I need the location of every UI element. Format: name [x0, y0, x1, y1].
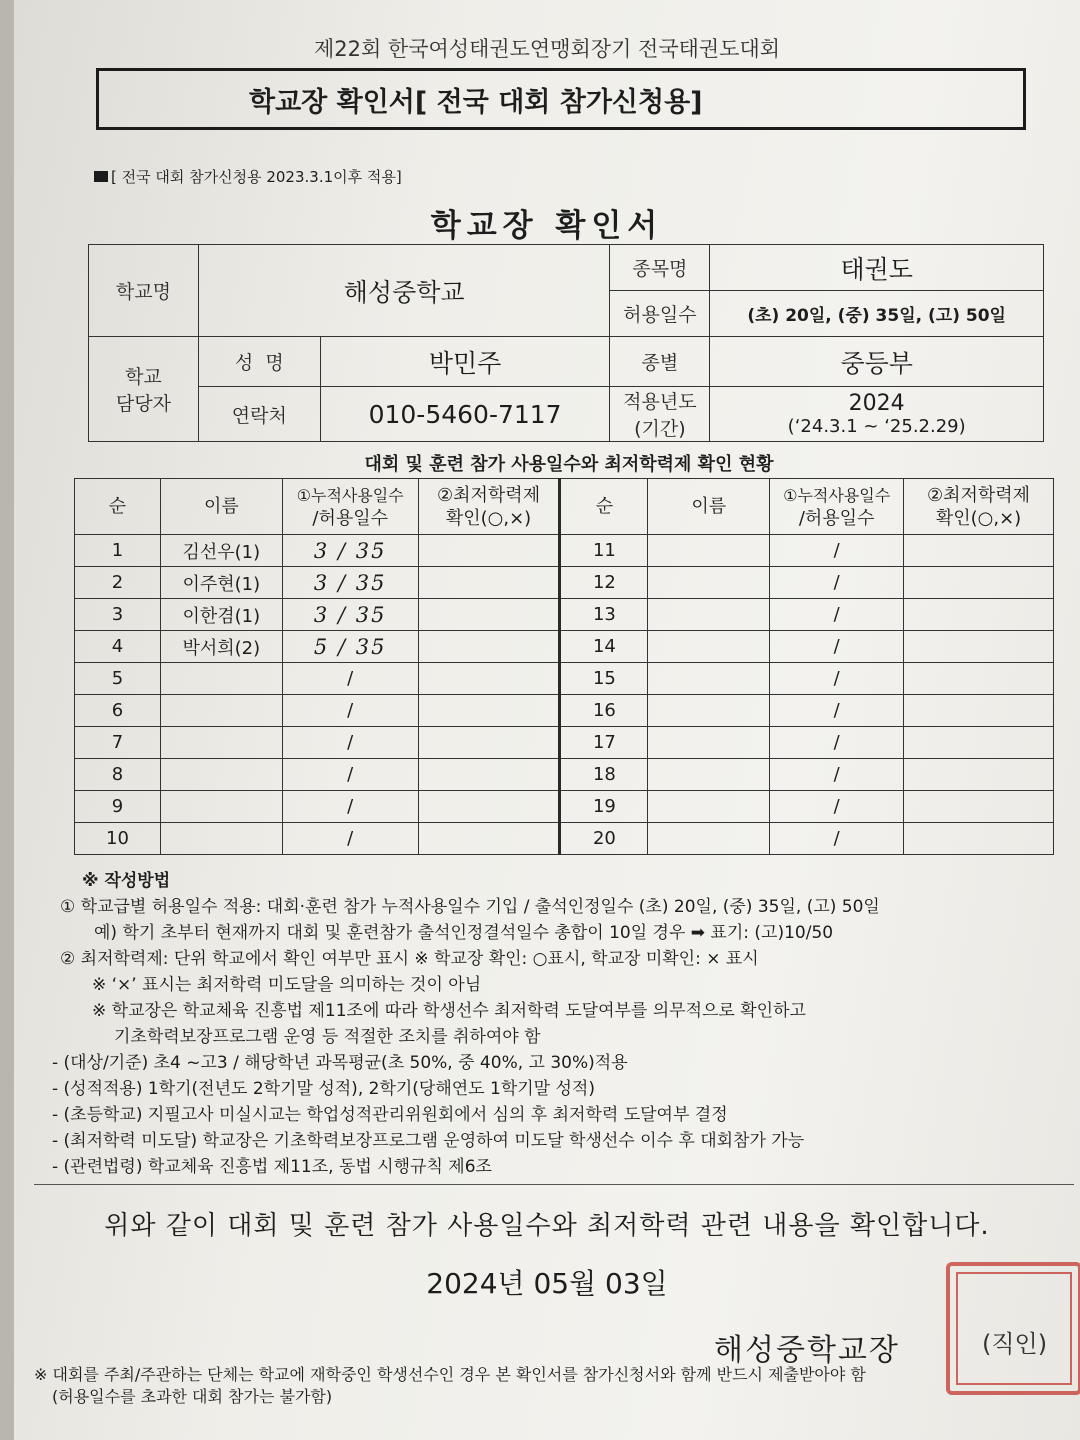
days-used: /: [282, 759, 418, 791]
row-number: 8: [75, 759, 161, 791]
min-academic-check: [418, 695, 560, 727]
header-min-line1: ②최저학력제: [437, 484, 541, 506]
days-used: 3 / 35: [282, 567, 418, 599]
player-name: [648, 727, 770, 759]
footer-line1: ※ 대회를 주최/주관하는 단체는 학교에 재학중인 학생선수인 경우 본 확인서를 참가신청서와 함께 반드시 제출받아야 함: [34, 1365, 866, 1384]
days-used: /: [770, 823, 904, 855]
allowed-days-value: (초) 20일, (중) 35일, (고) 50일: [710, 291, 1044, 337]
header-days-right-line1: ①누적사용일수: [783, 485, 891, 505]
issue-date: 2024년 05월 03일: [426, 1267, 668, 1300]
days-used: /: [770, 727, 904, 759]
instruction-line: ② 최저학력제: 단위 학교에서 확인 여부만 표시 ※ 학교장 확인: ○표시, 학교장 미확인: × 표시: [60, 949, 759, 969]
instruction-line: ※ 학교장은 학교체육 진흥법 제11조에 따라 학생선수 최저학력 도달여부를 의무적으로 확인하고: [92, 1001, 806, 1021]
days-used: /: [282, 727, 418, 759]
days-used: /: [770, 599, 904, 631]
instruction-line: ※ ‘×’ 표시는 최저학력 미도달을 의미하는 것이 아님: [92, 975, 482, 995]
player-name: [160, 663, 282, 695]
contact-label: 연락처: [198, 387, 320, 442]
row-number: 17: [560, 727, 648, 759]
header-min-line2: 확인(○,×): [445, 507, 532, 529]
row-number: 4: [75, 631, 161, 663]
header-days-right: [770, 479, 904, 535]
min-academic-check: [904, 631, 1054, 663]
player-name: [648, 823, 770, 855]
row-number: 5: [75, 663, 161, 695]
days-used: /: [770, 631, 904, 663]
divider: [34, 1184, 1074, 1185]
min-academic-check: [904, 727, 1054, 759]
days-used: /: [770, 663, 904, 695]
table-row: [75, 631, 1054, 663]
main-title: 학교장 확인서: [430, 208, 664, 244]
player-name: [160, 791, 282, 823]
header-days-right-line2: /허용일수: [798, 507, 875, 529]
player-name: [648, 567, 770, 599]
days-used: /: [282, 791, 418, 823]
school-info-table: [88, 244, 1044, 442]
header-name-right: 이름: [648, 479, 770, 535]
manager-label-line1: 학교: [125, 366, 162, 388]
instruction-line: - (대상/기준) 초4 ~고3 / 해당학년 과목평균(초 50%, 중 40%, 고 30%)적용: [52, 1053, 628, 1073]
principal-signature: 해성중학교장: [714, 1333, 900, 1368]
header-min-right-line1: ②최저학력제: [926, 484, 1031, 506]
division-label: 종별: [610, 337, 710, 387]
days-used: /: [770, 791, 904, 823]
player-name: [648, 631, 770, 663]
allowed-days-label: 허용일수: [610, 291, 710, 337]
school-value: 해성중학교: [198, 245, 610, 337]
player-name: [160, 695, 282, 727]
min-academic-check: [418, 631, 560, 663]
row-number: 20: [560, 823, 648, 855]
form-title: 학교장 확인서[ 전국 대회 참가신청용]: [249, 86, 703, 118]
player-name: 김선우(1): [160, 535, 282, 567]
roster-table: [74, 478, 1054, 855]
row-number: 7: [75, 727, 161, 759]
footer-note: [34, 1364, 1074, 1408]
year-period: (‘24.3.1 ~ ‘25.2.29): [787, 416, 966, 437]
player-name: [648, 759, 770, 791]
min-academic-check: [418, 823, 560, 855]
min-academic-check: [904, 791, 1054, 823]
row-number: 11: [560, 535, 648, 567]
year-label-line2: (기간): [634, 418, 686, 440]
min-academic-check: [904, 823, 1054, 855]
min-academic-check: [418, 759, 560, 791]
min-academic-check: [418, 727, 560, 759]
instruction-line: - (성적적용) 1학기(전년도 2학기말 성적), 2학기(당해연도 1학기말 성적): [52, 1079, 595, 1099]
row-number: 18: [560, 759, 648, 791]
name-label: 성 명: [198, 337, 320, 387]
instruction-line: - (초등학교) 지필고사 미실시교는 학업성적관리위원회에서 심의 후 최저학력 도달여부 결정: [52, 1105, 728, 1125]
row-number: 16: [560, 695, 648, 727]
header-days-line2: /허용일수: [312, 507, 388, 529]
contact-value: 010-5460-7117: [320, 387, 610, 442]
instruction-line: 예) 학기 초부터 현재까지 대회 및 훈련참가 출석인정결석일수 총합이 10일 경우 ➡ 표기: (고)10/50: [94, 923, 834, 943]
table-row: [75, 791, 1054, 823]
header-days-line1: ①누적사용일수: [296, 485, 404, 505]
form-title-box: [96, 68, 1026, 130]
row-number: 14: [560, 631, 648, 663]
days-used: /: [770, 567, 904, 599]
year-value-cell: [710, 387, 1044, 442]
min-academic-check: [418, 663, 560, 695]
days-used: 3 / 35: [282, 535, 418, 567]
player-name: 이주현(1): [160, 567, 282, 599]
player-name: [160, 727, 282, 759]
table-row: [75, 759, 1054, 791]
row-number: 1: [75, 535, 161, 567]
days-used: /: [770, 535, 904, 567]
player-name: [648, 791, 770, 823]
min-academic-check: [904, 567, 1054, 599]
days-used: /: [770, 759, 904, 791]
header-name: 이름: [160, 479, 282, 535]
instructions-heading: ※ 작성방법: [82, 871, 171, 891]
days-used: /: [282, 823, 418, 855]
seal-note: (직인): [982, 1330, 1048, 1358]
table-row: [75, 695, 1054, 727]
confirmation-statement: 위와 같이 대회 및 훈련 참가 사용일수와 최저학력 관련 내용을 확인합니다.: [104, 1211, 990, 1241]
row-number: 19: [560, 791, 648, 823]
instruction-line: 기초학력보장프로그램 운영 등 적절한 조치를 취하여야 함: [114, 1027, 541, 1047]
min-academic-check: [418, 599, 560, 631]
footer-line2: (허용일수를 초과한 대회 참가는 불가함): [52, 1387, 333, 1406]
player-name: [160, 823, 282, 855]
table-row: [75, 567, 1054, 599]
player-name: [648, 535, 770, 567]
form-note: [94, 166, 402, 187]
row-number: 2: [75, 567, 161, 599]
days-used: /: [770, 695, 904, 727]
days-used: 5 / 35: [282, 631, 418, 663]
row-number: 3: [75, 599, 161, 631]
header-min-right-line2: 확인(○,×): [935, 507, 1022, 529]
header-no: 순: [75, 479, 161, 535]
table-row: [75, 823, 1054, 855]
player-name: 이한겸(1): [160, 599, 282, 631]
table-row: [75, 727, 1054, 759]
table-row: [75, 535, 1054, 567]
player-name: 박서희(2): [160, 631, 282, 663]
instruction-line: ① 학교급별 허용일수 적용: 대회·훈련 참가 누적사용일수 기입 / 출석인정일수 (초) 20일, (중) 35일, (고) 50일: [60, 897, 880, 917]
days-used: /: [282, 663, 418, 695]
header-min-right: [904, 479, 1054, 535]
player-name: [648, 695, 770, 727]
row-number: 10: [75, 823, 161, 855]
year-value: 2024: [848, 391, 905, 416]
manager-label: [89, 337, 199, 442]
instructions: [52, 868, 1062, 1180]
year-label-line1: 적용년도: [623, 391, 697, 413]
row-number: 13: [560, 599, 648, 631]
header-min: [418, 479, 560, 535]
manager-name: 박민주: [320, 337, 610, 387]
square-bullet-icon: [94, 171, 108, 182]
days-used: 3 / 35: [282, 599, 418, 631]
row-number: 15: [560, 663, 648, 695]
player-name: [648, 663, 770, 695]
min-academic-check: [904, 663, 1054, 695]
sport-value: 태권도: [710, 245, 1044, 291]
table-row: [75, 663, 1054, 695]
header-days: [282, 479, 418, 535]
sport-label: 종목명: [610, 245, 710, 291]
instruction-line: - (관련법령) 학교체육 진흥법 제11조, 동법 시행규칙 제6조: [52, 1157, 492, 1177]
school-label: 학교명: [89, 245, 199, 337]
year-label: [610, 387, 710, 442]
row-number: 12: [560, 567, 648, 599]
min-academic-check: [904, 759, 1054, 791]
min-academic-check: [904, 535, 1054, 567]
event-title: 제22회 한국여성태권도연맹회장기 전국태권도대회: [313, 37, 781, 61]
days-used: /: [282, 695, 418, 727]
player-name: [160, 759, 282, 791]
row-number: 9: [75, 791, 161, 823]
instruction-line: - (최저학력 미도달) 학교장은 기초학력보장프로그램 운영하여 미도달 학생선수 이수 후 대회참가 가능: [52, 1131, 805, 1151]
division-value: 중등부: [710, 337, 1044, 387]
document-page: [14, 0, 1080, 1440]
row-number: 6: [75, 695, 161, 727]
table-row: [75, 599, 1054, 631]
player-name: [648, 599, 770, 631]
min-academic-check: [418, 535, 560, 567]
min-academic-check: [418, 567, 560, 599]
section-heading: 대회 및 훈련 참가 사용일수와 최저학력제 확인 현황: [364, 454, 774, 475]
min-academic-check: [418, 791, 560, 823]
min-academic-check: [904, 599, 1054, 631]
manager-label-line2: 담당자: [115, 393, 171, 415]
header-no-right: 순: [560, 479, 648, 535]
min-academic-check: [904, 695, 1054, 727]
form-note-text: [ 전국 대회 참가신청용 2023.3.1이후 적용]: [111, 168, 402, 186]
